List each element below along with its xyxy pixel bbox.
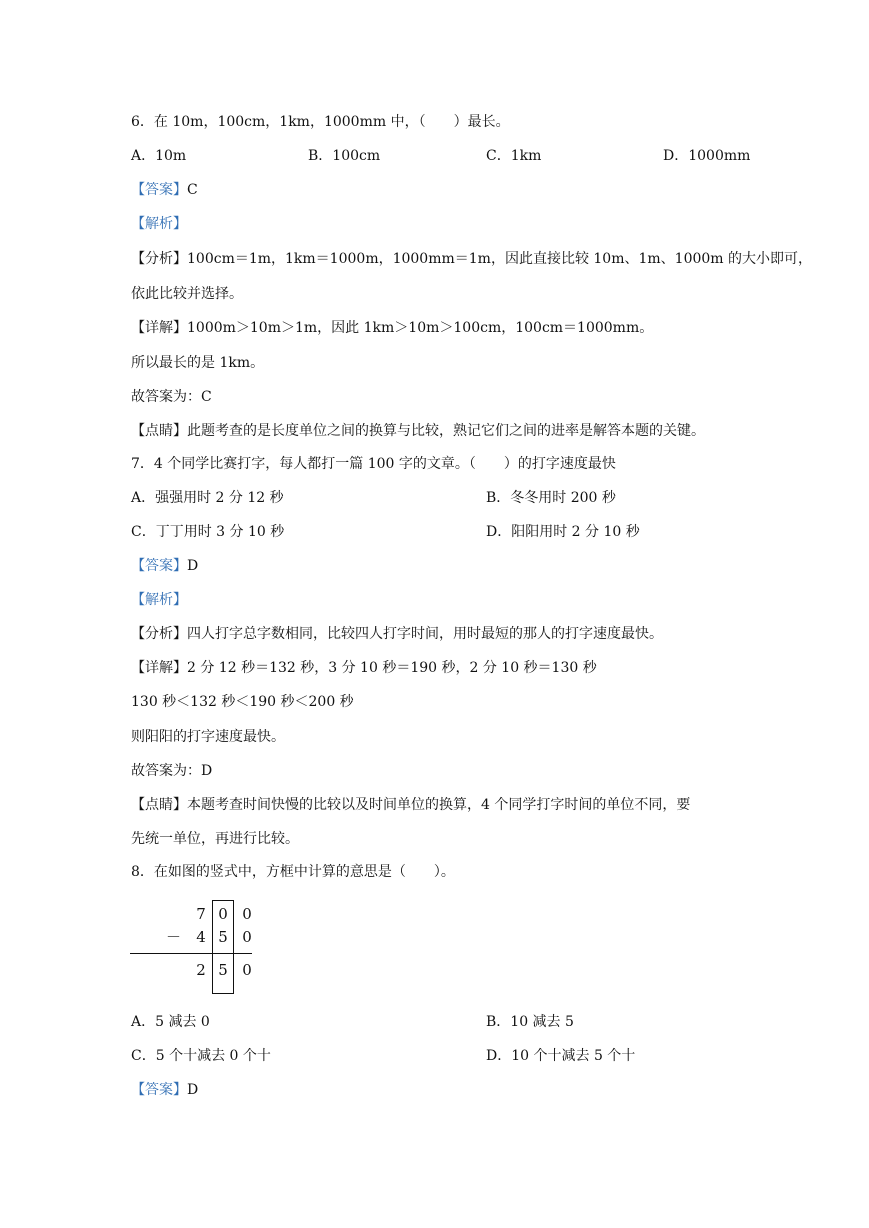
fenxi-tag: 【分析】: [131, 251, 187, 267]
row2-tens: 5: [218, 928, 228, 946]
minus-sign: －: [166, 928, 182, 946]
q7-dianjing: [131, 795, 690, 815]
xiangjie-tag: 【详解】: [131, 320, 187, 336]
q6-fenxi-cont: 依此比较并选择。: [131, 286, 243, 302]
q6-option-b: B．100cm: [308, 148, 381, 164]
answer-value: C: [187, 182, 198, 198]
q7-answer: [131, 556, 198, 576]
subtraction-line: [130, 953, 252, 954]
q6-fenxi: [131, 249, 812, 269]
answer-tag: 【答案】: [131, 182, 187, 198]
q8-option-a: A．5 减去 0: [131, 1014, 210, 1030]
row2-ones: 0: [242, 928, 252, 946]
q6-option-d: D．1000mm: [663, 148, 751, 164]
q8-answer: [131, 1080, 198, 1100]
q6-xiangjie: [131, 318, 653, 338]
answer-tag: 【答案】: [131, 1082, 187, 1098]
xiangjie-text: 2 分 12 秒＝132 秒，3 分 10 秒＝190 秒，2 分 10 秒＝130 秒: [187, 660, 597, 676]
q7-dianjing-cont: 先统一单位，再进行比较。: [131, 831, 299, 847]
dianjing-text: 本题考查时间快慢的比较以及时间单位的换算，4 个同学打字时间的单位不同，要: [187, 797, 691, 813]
dianjing-tag: 【点睛】: [131, 423, 187, 439]
row3-hundreds: 2: [196, 961, 206, 979]
xiangjie-tag: 【详解】: [131, 660, 187, 676]
q6-dianjing: [131, 421, 705, 441]
vertical-subtraction-figure: [130, 900, 260, 1000]
row2-hundreds: 4: [196, 928, 206, 946]
q6-analysis-tag: 【解析】: [131, 216, 187, 232]
q7-analysis-tag: 【解析】: [131, 592, 187, 608]
q7-option-d: D．阳阳用时 2 分 10 秒: [486, 524, 640, 540]
q7-final-answer: 故答案为：D: [131, 763, 213, 779]
q7-option-c: C．丁丁用时 3 分 10 秒: [131, 524, 285, 540]
row1-ones: 0: [242, 905, 252, 923]
q8-option-b: B．10 减去 5: [486, 1014, 574, 1030]
q6-stem: 6．在 10m，100cm，1km，1000mm 中，（ ）最长。: [131, 114, 510, 130]
fenxi-text: 四人打字总字数相同，比较四人打字时间，用时最短的那人的打字速度最快。: [187, 626, 663, 642]
xiangjie-text: 1000m＞10m＞1m，因此 1km＞10m＞100cm，100cm＝1000mm。: [187, 320, 654, 336]
answer-value: D: [187, 1082, 199, 1098]
row3-tens: 5: [218, 961, 228, 979]
q8-option-c: C．5 个十减去 0 个十: [131, 1048, 271, 1064]
q8-stem: 8．在如图的竖式中，方框中计算的意思是（ ）。: [131, 864, 455, 880]
q7-stem: 7．4 个同学比赛打字，每人都打一篇 100 字的文章。（ ）的打字速度最快: [131, 456, 616, 472]
q7-comparison: 130 秒＜132 秒＜190 秒＜200 秒: [131, 694, 354, 710]
q7-conclusion: 则阳阳的打字速度最快。: [131, 729, 285, 745]
q8-option-d: D．10 个十减去 5 个十: [486, 1048, 636, 1064]
fenxi-tag: 【分析】: [131, 626, 187, 642]
q7-fenxi: [131, 624, 663, 644]
q6-final-answer: 故答案为：C: [131, 389, 212, 405]
q6-conclusion: 所以最长的是 1km。: [131, 355, 265, 371]
answer-value: D: [187, 558, 199, 574]
q6-answer: [131, 180, 198, 200]
answer-tag: 【答案】: [131, 558, 187, 574]
q6-option-c: C．1km: [486, 148, 542, 164]
dianjing-text: 此题考查的是长度单位之间的换算与比较，熟记它们之间的进率是解答本题的关键。: [187, 423, 705, 439]
q7-option-a: A．强强用时 2 分 12 秒: [131, 490, 284, 506]
dianjing-tag: 【点睛】: [131, 797, 187, 813]
row3-ones: 0: [242, 961, 252, 979]
q7-option-b: B．冬冬用时 200 秒: [486, 490, 616, 506]
q7-xiangjie: [131, 658, 597, 678]
q6-option-a: A．10m: [131, 148, 187, 164]
row1-tens: 0: [218, 905, 228, 923]
fenxi-text: 100cm＝1m，1km＝1000m，1000mm＝1m，因此直接比较 10m、1m、1000m 的大小即可，: [187, 251, 813, 267]
row1-hundreds: 7: [196, 905, 206, 923]
